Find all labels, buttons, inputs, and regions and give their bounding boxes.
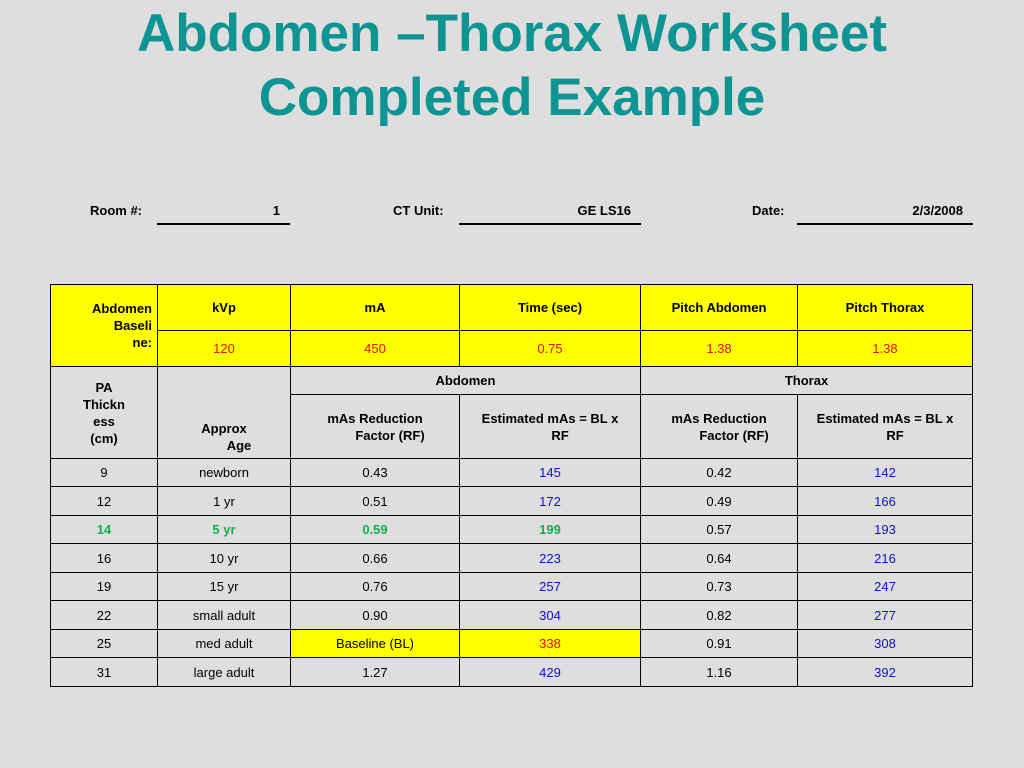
thorax-rf-cell: 0.64 — [641, 544, 798, 573]
group-header-row — [51, 367, 973, 395]
abdomen-mas-cell: 304 — [460, 601, 641, 630]
abdomen-mas-cell: 199 — [460, 516, 641, 544]
thorax-mas-cell: 277 — [798, 601, 973, 630]
abdomen-rf-cell: 0.51 — [291, 487, 460, 516]
abdomen-est-l2: RF — [551, 427, 569, 443]
thorax-mas-cell: 216 — [798, 544, 973, 573]
value-pitch-thorax: 1.38 — [798, 331, 973, 367]
date-label: Date: — [752, 203, 785, 218]
pa-cell: 31 — [51, 658, 158, 687]
age-cell: 15 yr — [158, 573, 291, 601]
abdomen-mas-cell: 172 — [460, 487, 641, 516]
age-cell: 10 yr — [158, 544, 291, 573]
baseline-label-l2: Baseli — [113, 318, 152, 333]
thorax-rf-cell: 0.57 — [641, 516, 798, 544]
age-cell: small adult — [158, 601, 291, 630]
baseline-label-cell — [51, 285, 158, 367]
abdomen-mas-cell: 429 — [460, 658, 641, 687]
abdomen-rf-cell: 0.66 — [291, 544, 460, 573]
room-value: 1 — [157, 203, 290, 225]
abdomen-mas-cell: 338 — [460, 630, 641, 658]
abdomen-rf-cell: 0.59 — [291, 516, 460, 544]
value-pitch-abdomen: 1.38 — [641, 331, 798, 367]
age-cell: 5 yr — [158, 516, 291, 544]
thorax-rf-cell: 0.82 — [641, 601, 798, 630]
ct-unit-value: GE LS16 — [459, 203, 641, 225]
pa-l3: ess — [93, 413, 115, 429]
pa-cell: 9 — [51, 459, 158, 487]
thorax-est-l1: Estimated mAs = BL x — [816, 410, 954, 426]
thorax-est-header — [798, 395, 973, 459]
pa-cell: 16 — [51, 544, 158, 573]
value-time: 0.75 — [460, 331, 641, 367]
worksheet-meta — [0, 203, 1024, 227]
thorax-rf-cell: 0.73 — [641, 573, 798, 601]
baseline-label-l1: Abdomen — [92, 301, 152, 316]
thorax-rf-cell: 0.42 — [641, 459, 798, 487]
value-kvp: 120 — [158, 331, 291, 367]
pa-cell: 25 — [51, 630, 158, 658]
abdomen-mas-cell: 145 — [460, 459, 641, 487]
thorax-mas-cell: 392 — [798, 658, 973, 687]
baseline-value-row — [51, 331, 973, 367]
table-row — [51, 487, 973, 516]
table-row — [51, 658, 973, 687]
pa-l4: (cm) — [90, 430, 118, 446]
age-l2: Age — [226, 438, 252, 453]
abdomen-est-header — [460, 395, 641, 459]
baseline-header-row — [51, 285, 973, 331]
table-row — [51, 459, 973, 487]
header-pitch-thorax: Pitch Thorax — [798, 285, 973, 331]
abdomen-rf-cell: Baseline (BL) — [291, 630, 460, 658]
title-line-1: Abdomen –Thorax Worksheet — [137, 4, 887, 63]
thorax-mas-cell: 308 — [798, 630, 973, 658]
thorax-mas-cell: 247 — [798, 573, 973, 601]
thorax-rf-cell: 1.16 — [641, 658, 798, 687]
thorax-mas-cell: 166 — [798, 487, 973, 516]
pa-l1: PA — [95, 379, 113, 395]
date-value: 2/3/2008 — [797, 203, 973, 225]
abdomen-rf-header — [291, 395, 460, 459]
thorax-est-l2: RF — [886, 427, 904, 443]
header-kvp: kVp — [158, 285, 291, 331]
abdomen-mas-cell: 223 — [460, 544, 641, 573]
abdomen-rf-cell: 0.43 — [291, 459, 460, 487]
table-row — [51, 516, 973, 544]
thorax-rf-header — [641, 395, 798, 459]
pa-thickness-header — [51, 367, 158, 459]
thorax-rf-l2: Factor (RF) — [699, 427, 769, 443]
abdomen-rf-cell: 0.76 — [291, 573, 460, 601]
age-cell: newborn — [158, 459, 291, 487]
abdomen-rf-cell: 1.27 — [291, 658, 460, 687]
header-ma: mA — [291, 285, 460, 331]
page-title — [0, 2, 1024, 130]
ct-unit-label: CT Unit: — [393, 203, 444, 218]
age-cell: 1 yr — [158, 487, 291, 516]
thorax-group-header: Thorax — [641, 367, 973, 395]
pa-cell: 14 — [51, 516, 158, 544]
table-row — [51, 544, 973, 573]
header-time: Time (sec) — [460, 285, 641, 331]
abdomen-rf-cell: 0.90 — [291, 601, 460, 630]
age-cell: large adult — [158, 658, 291, 687]
pa-cell: 19 — [51, 573, 158, 601]
approx-age-header — [158, 367, 291, 459]
pa-cell: 12 — [51, 487, 158, 516]
age-cell: med adult — [158, 630, 291, 658]
table-row — [51, 573, 973, 601]
thorax-mas-cell: 142 — [798, 459, 973, 487]
worksheet-table — [50, 284, 973, 687]
thorax-rf-cell: 0.91 — [641, 630, 798, 658]
title-line-2: Completed Example — [258, 68, 766, 127]
table-row — [51, 601, 973, 630]
header-pitch-abdomen: Pitch Abdomen — [641, 285, 798, 331]
abdomen-est-l1: Estimated mAs = BL x — [481, 410, 619, 426]
age-l1: Approx — [201, 421, 247, 436]
thorax-mas-cell: 193 — [798, 516, 973, 544]
pa-l2: Thickn — [83, 396, 125, 412]
table-row — [51, 630, 973, 658]
abdomen-group-header: Abdomen — [291, 367, 641, 395]
abdomen-rf-l2: Factor (RF) — [355, 427, 425, 443]
pa-cell: 22 — [51, 601, 158, 630]
baseline-label-l3: ne: — [132, 335, 152, 350]
thorax-rf-cell: 0.49 — [641, 487, 798, 516]
value-ma: 450 — [291, 331, 460, 367]
thorax-rf-l1: mAs Reduction — [671, 410, 767, 426]
abdomen-mas-cell: 257 — [460, 573, 641, 601]
room-label: Room #: — [90, 203, 142, 218]
abdomen-rf-l1: mAs Reduction — [327, 410, 423, 426]
